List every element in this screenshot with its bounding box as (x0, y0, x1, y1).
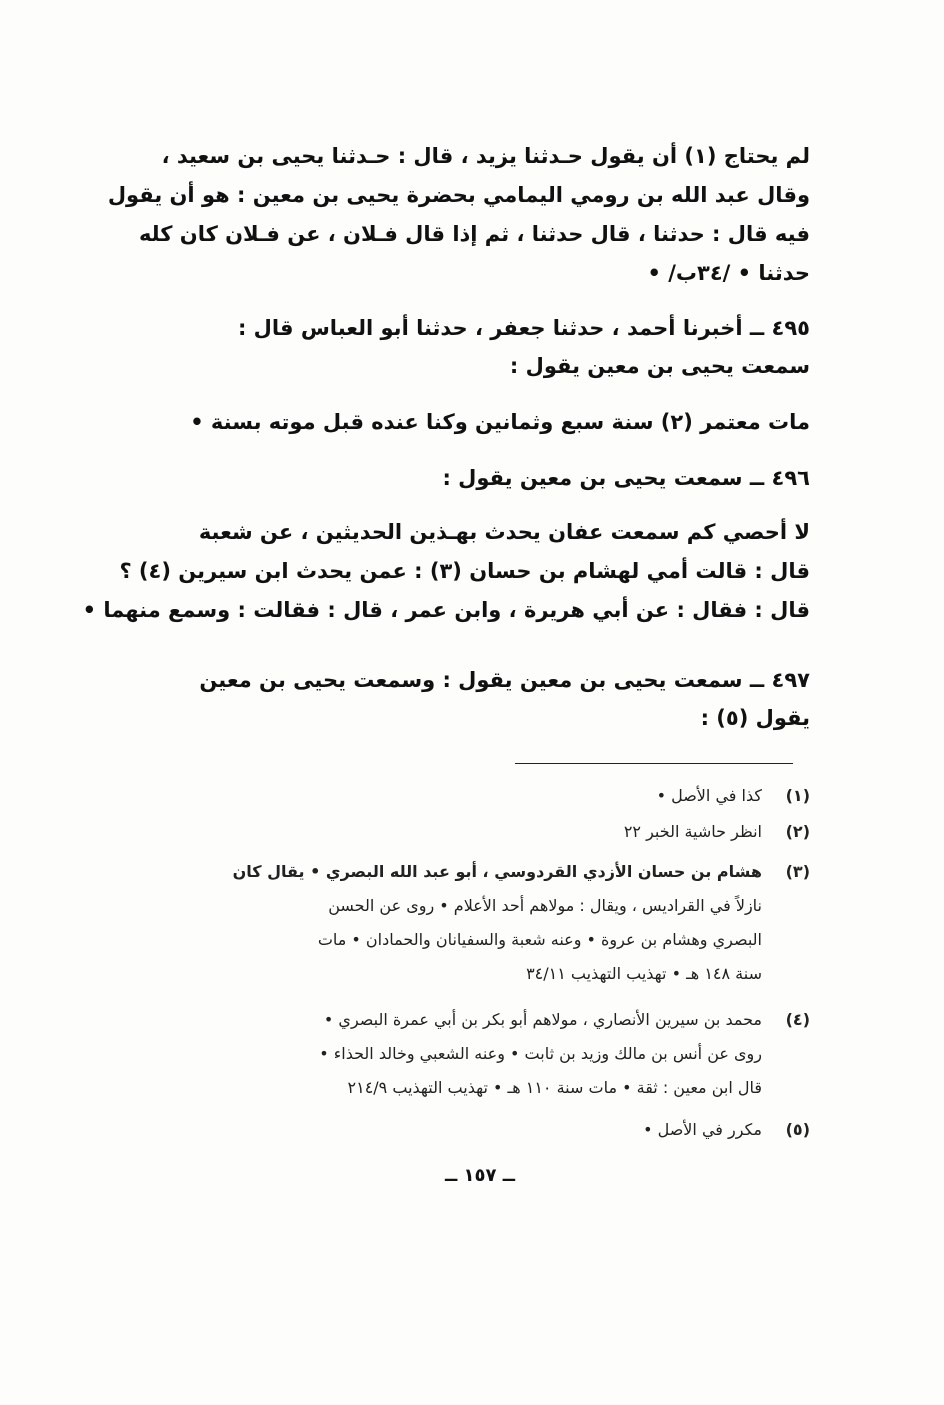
footnote-number: (٤) (785, 1010, 810, 1029)
footnote-number: (٣) (785, 862, 810, 881)
text-line: يقول (٥) : (700, 706, 810, 730)
footnote-text: روى عن أنس بن مالك وزيد بن ثابت • وعنه الشعبي وخالد الحذاء • (319, 1044, 762, 1063)
footnote-text: كذا في الأصل • (656, 786, 762, 805)
text-line: قال : فقال : عن أبي هريرة ، وابن عمر ، قال : فقالت : وسمع منهما • (82, 598, 810, 622)
text-line: لم يحتاج (١) أن يقول حـدثنا يزيد ، قال : حـدثنا يحيى بن سعيد ، (161, 144, 810, 168)
footnote-text: قال ابن معين : ثقة • مات سنة ١١٠ هـ • تهذيب التهذيب ٢١٤/٩ (347, 1078, 762, 1097)
footnote-divider (515, 763, 793, 764)
text-line: ٤٩٦ ــ سمعت يحيى بن معين يقول : (442, 466, 810, 490)
footnote-text: البصري وهشام بن عروة • وعنه شعبة والسفيانان والحمادان • مات (317, 930, 762, 949)
footnote-text: محمد بن سيرين الأنصاري ، مولاهم أبو بكر بن أبي عمرة البصري • (323, 1010, 762, 1029)
text-line: لا أحصي كم سمعت عفان يحدث بهـذين الحديثين ، عن شعبة (198, 520, 810, 544)
footnote-text: مكرر في الأصل • (643, 1120, 762, 1139)
footnote-text: هشام بن حسان الأزدي القردوسي ، أبو عبد الله البصري • يقال كان (232, 862, 762, 881)
text-line: قال : قالت أمي لهشام بن حسان (٣) : عمن يحدث ابن سيرين (٤) ؟ (119, 559, 810, 583)
footnote-number: (٥) (785, 1120, 810, 1139)
footnote-text: نازلاً في القراديس ، ويقال : مولاهم أحد الأعلام • روى عن الحسن (328, 896, 762, 915)
footnote-number: (٢) (785, 822, 810, 841)
text-line: ٤٩٧ ــ سمعت يحيى بن معين يقول : وسمعت يحيى بن معين (199, 668, 810, 692)
text-line: وقال عبد الله بن رومي اليمامي بحضرة يحيى بن معين : هو أن يقول (107, 183, 810, 207)
text-line: فيه قال : حدثنا ، قال حدثنا ، ثم إذا قال فـلان ، عن فـلان كان كله (138, 222, 810, 246)
text-line: ٤٩٥ ــ أخبرنا أحمد ، حدثنا جعفر ، حدثنا أبو العباس قال : (237, 316, 810, 340)
text-line: مات معتمر (٢) سنة سبع وثمانين وكنا عنده قبل موته بسنة • (190, 410, 810, 434)
footnote-text: انظر حاشية الخبر ٢٢ (623, 822, 762, 841)
text-line: سمعت يحيى بن معين يقول : (509, 354, 810, 378)
footnote-text: سنة ١٤٨ هـ • تهذيب التهذيب ٣٤/١١ (526, 964, 762, 983)
text-line: حدثنا • /٣٤ب/ • (647, 261, 810, 285)
footnote-number: (١) (785, 786, 810, 805)
page-number: ــ ١٥٧ ــ (444, 1165, 516, 1186)
